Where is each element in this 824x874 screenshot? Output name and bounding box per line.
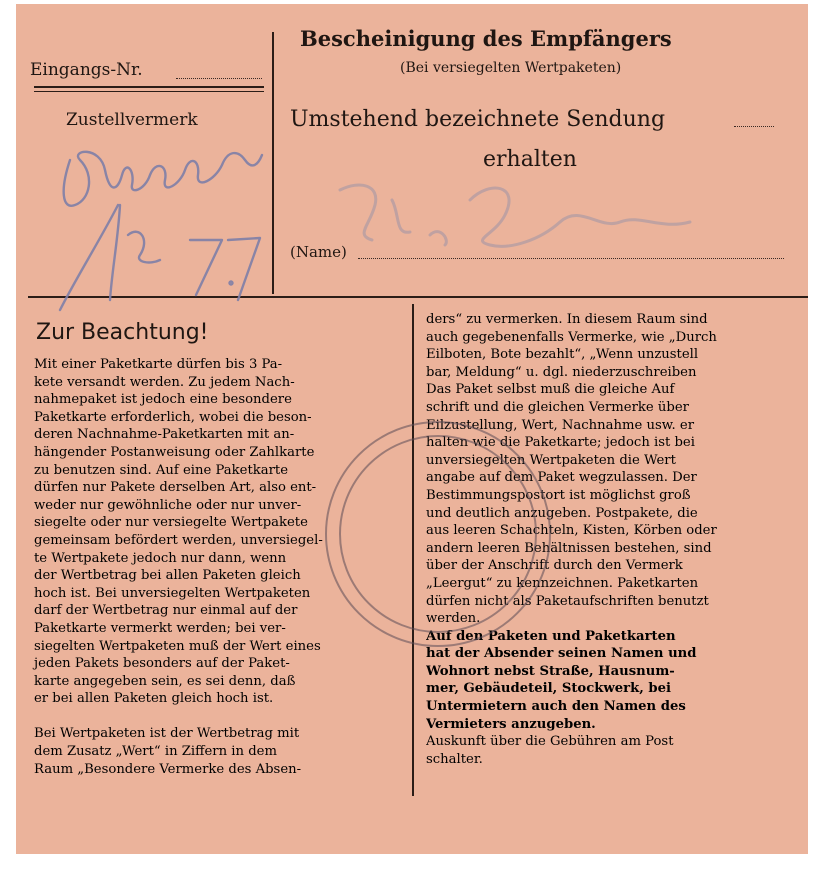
notice-line: „Leergut“ zu kennzeichnen. Paketkarten: [426, 575, 699, 591]
notice-line: schalter.: [426, 751, 483, 767]
notice-line: Bestimmungspostort ist möglichst groß: [426, 487, 691, 503]
notice-line: Eilboten, Bote bezahlt“, „Wenn unzustell: [426, 347, 699, 363]
zustellvermerk-label: Zustellvermerk: [66, 110, 198, 130]
notice-line: hängender Postanweisung oder Zahlkarte: [34, 444, 315, 460]
notice-line: nahmepaket ist jedoch eine besondere: [34, 392, 292, 408]
notice-line: schrift und die gleichen Vermerke über: [426, 399, 689, 415]
notice-line: bar, Meldung“ u. dgl. niederzuschreiben: [426, 364, 697, 380]
notice-line: Paketkarte erforderlich, wobei die beson-: [34, 409, 312, 425]
notice-line: halten wie die Paketkarte; jedoch ist bei: [426, 435, 695, 451]
notice-line: werden.: [426, 611, 481, 627]
notice-line: Mit einer Paketkarte dürfen bis 3 Pa-: [34, 357, 283, 372]
notice-line: dem Zusatz „Wert“ in Ziffern in dem: [34, 744, 277, 760]
name-label: (Name): [290, 243, 347, 261]
notice-line: deren Nachnahme-Paketkarten mit an-: [34, 427, 295, 443]
received-line-1: Umstehend bezeichnete Sendung: [290, 107, 666, 132]
notice-line: andern leeren Behältnissen bestehen, sind: [426, 540, 712, 556]
notice-line: jeden Pakets besonders auf der Paket-: [34, 656, 290, 672]
notice-line: ders“ zu vermerken. In diesem Raum sind: [426, 312, 708, 327]
notice-line: weder nur gewöhnliche oder nur unver-: [34, 497, 302, 513]
notice-line: hat der Absender seinen Namen und: [426, 646, 697, 662]
notice-line: mer, Gebäudeteil, Stockwerk, bei: [426, 681, 672, 697]
notice-line: über der Anschrift durch den Vermerk: [426, 558, 683, 574]
notice-line: darf der Wertbetrag nur einmal auf der: [34, 603, 298, 619]
notice-line: Eilzustellung, Wert, Nachnahme usw. er: [426, 417, 694, 433]
certificate-subtitle: (Bei versiegelten Wertpaketen): [400, 60, 622, 76]
notice-line: und deutlich anzugeben. Postpakete, die: [426, 505, 698, 521]
notice-line: kete versandt werden. Zu jedem Nach-: [34, 374, 295, 390]
eingangs-nr-label: Eingangs-Nr.: [30, 60, 143, 80]
notice-line: Das Paket selbst muß die gleiche Auf: [426, 382, 675, 398]
notice-line: Auf den Paketen und Paketkarten: [426, 628, 676, 644]
notice-line: unversiegelten Wertpaketen die Wert: [426, 452, 676, 468]
notice-line: siegelten Wertpaketen muß der Wert eines: [34, 638, 321, 654]
notice-line: angabe auf dem Paket wegzulassen. Der: [426, 470, 697, 486]
notice-line: aus leeren Schachteln, Kisten, Körben oder: [426, 523, 717, 539]
notice-line: karte angegeben sein, es sei denn, daß: [34, 673, 296, 689]
notice-line: Raum „Besondere Vermerke des Absen-: [34, 761, 302, 777]
notice-line: te Wertpakete jedoch nur dann, wenn: [34, 550, 287, 566]
notice-line: Bei Wertpaketen ist der Wertbetrag mit: [34, 726, 300, 742]
notice-line: Vermieters anzugeben.: [426, 716, 596, 732]
notice-line: gemeinsam befördert werden, unversiegel-: [34, 532, 323, 548]
notice-line: hoch ist. Bei unversiegelten Wertpaketen: [34, 585, 311, 601]
notice-line: Auskunft über die Gebühren am Post: [426, 734, 674, 750]
notice-line: Untermietern auch den Namen des: [426, 699, 686, 715]
notice-line: der Wertbetrag bei allen Paketen gleich: [34, 568, 301, 584]
notice-line: dürfen nur Pakete derselben Art, also ent-: [34, 480, 317, 496]
notice-line: Wohnort nebst Straße, Hausnum-: [426, 663, 675, 679]
notice-line: siegelte oder nur versiegelte Wertpakete: [34, 515, 308, 531]
certificate-title: Bescheinigung des Empfängers: [300, 26, 672, 51]
notice-line: auch gegebenenfalls Vermerke, wie „Durch: [426, 329, 717, 345]
notice-line: Paketkarte vermerkt werden; bei ver-: [34, 620, 286, 636]
notice-heading: Zur Beachtung!: [36, 320, 209, 345]
notice-line: dürfen nicht als Paketaufschriften benutzt: [426, 593, 709, 609]
notice-line: er bei allen Paketen gleich hoch ist.: [34, 691, 274, 707]
notice-line: zu benutzen sind. Auf eine Paketkarte: [34, 462, 289, 478]
received-line-2: erhalten: [483, 147, 577, 172]
